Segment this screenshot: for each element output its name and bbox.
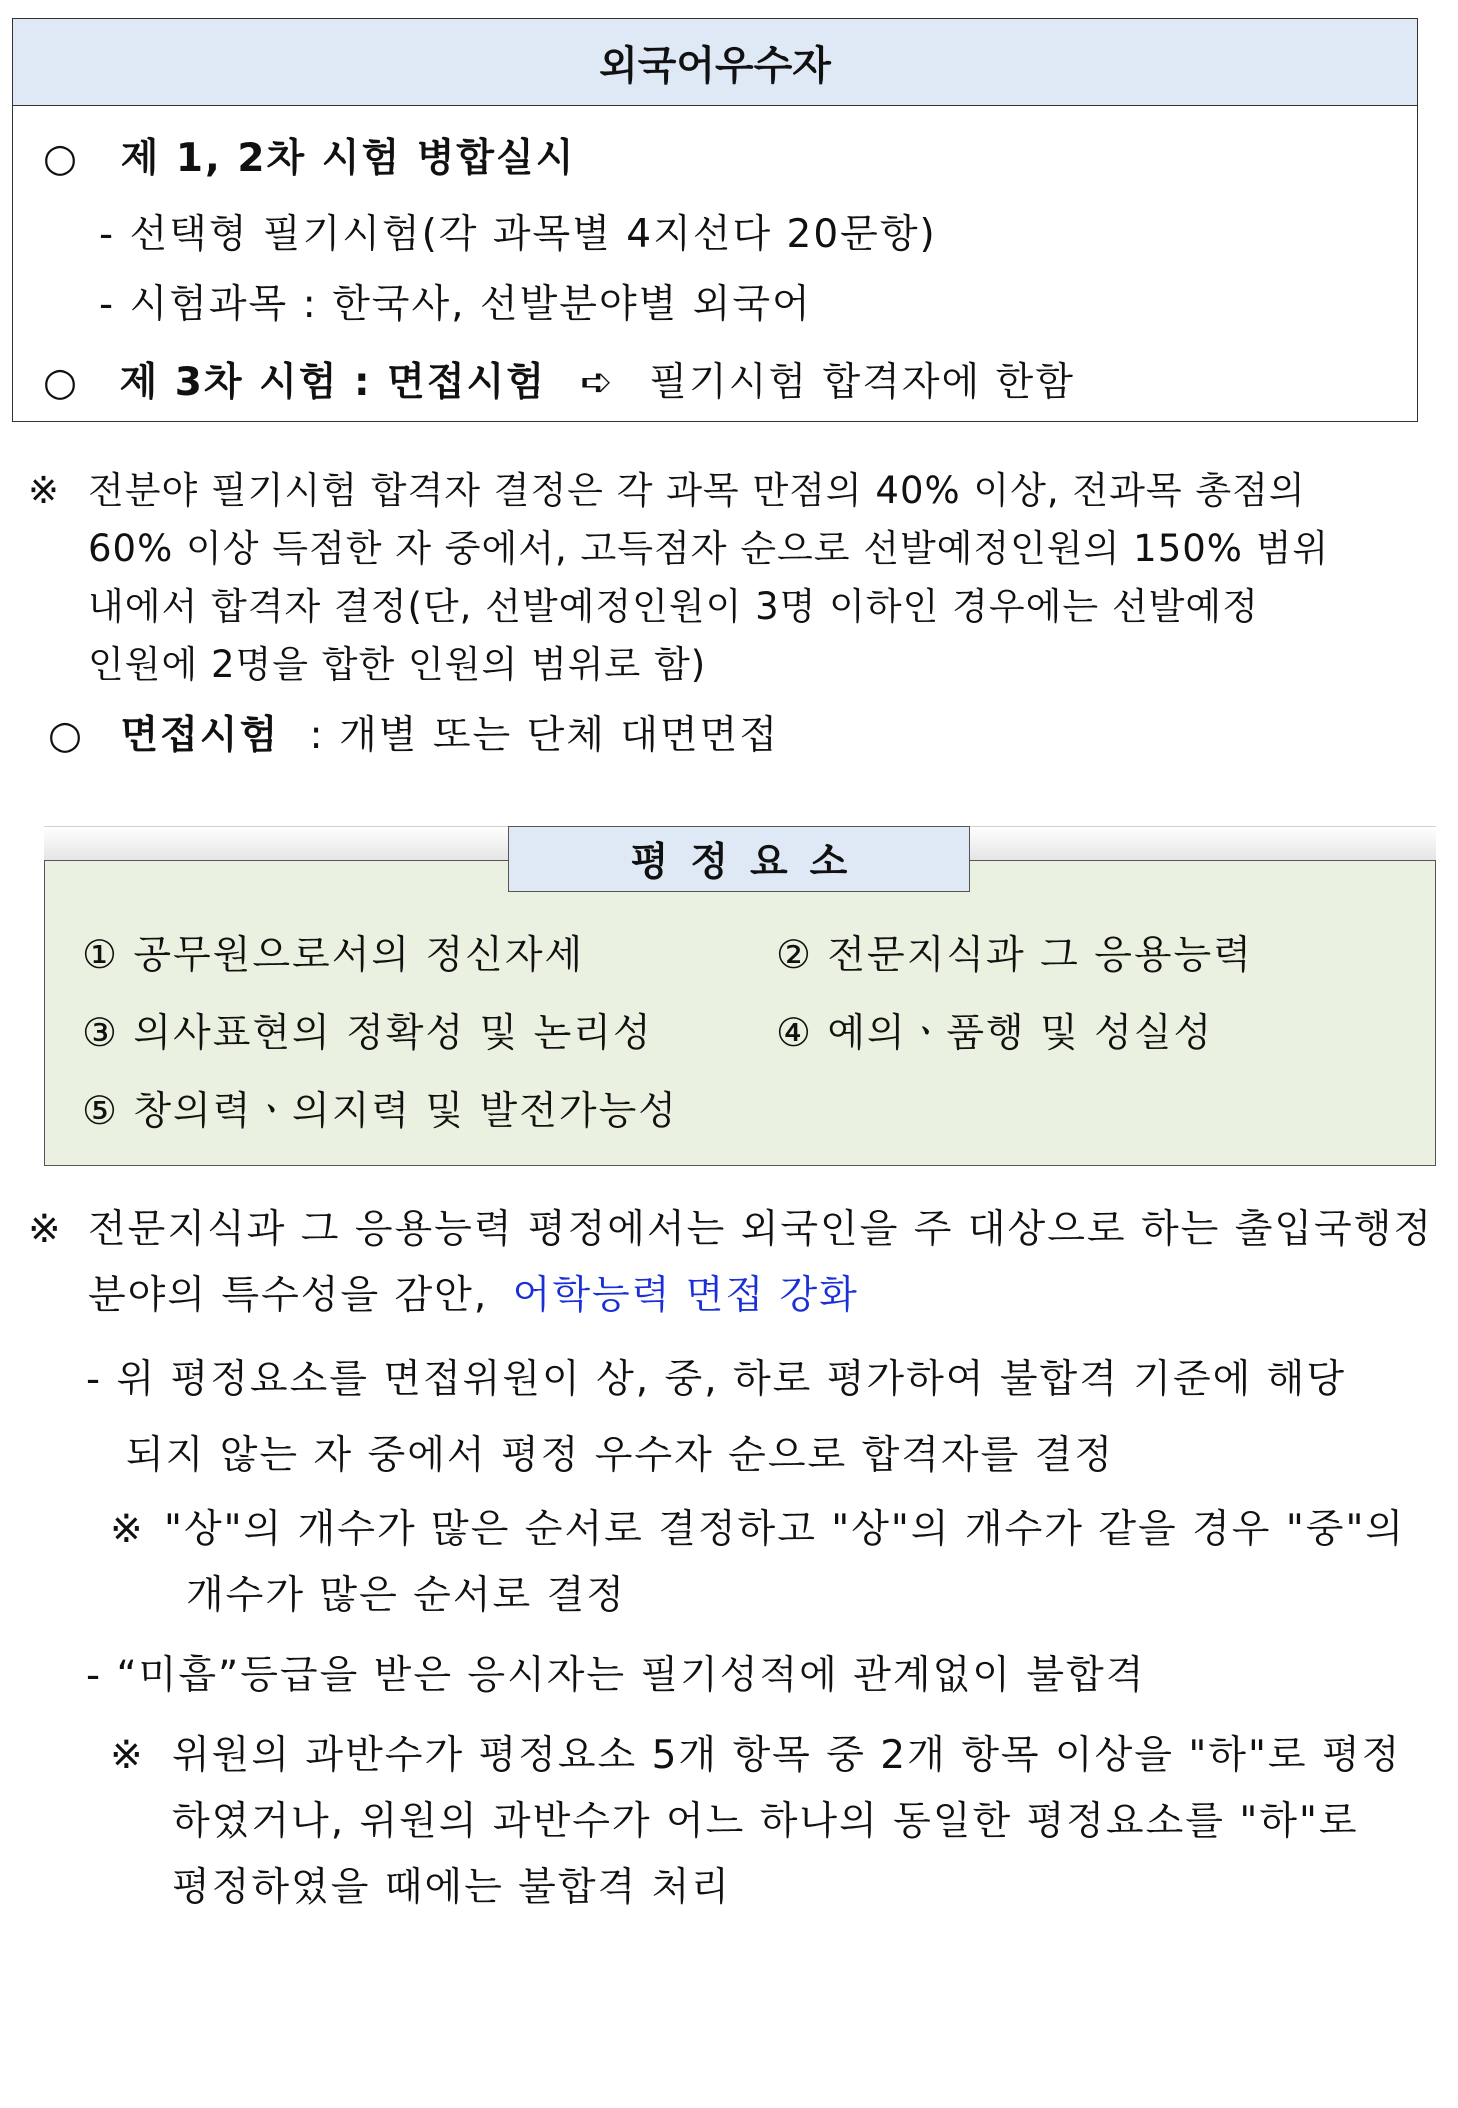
sub-note-2-line2: 하였거나, 위원의 과반수가 어느 하나의 동일한 평정요소를 "하"로 <box>172 1799 1359 1844</box>
note2-line1: 전문지식과 그 응용능력 평정에서는 외국인을 주 대상으로 하는 출입국행정 <box>88 1207 1434 1252</box>
reference-mark-icon: ※ <box>110 1507 145 1552</box>
circle-bullet-icon: ○ <box>48 713 85 758</box>
interview-line <box>48 713 780 758</box>
criteria-item: ⑤ 창의력ㆍ의지력 및 발전가능성 <box>82 1089 678 1134</box>
reference-mark-icon: ※ <box>110 1733 145 1778</box>
item-2 <box>43 360 1075 405</box>
box-title: 외국어우수자 <box>13 19 1417 106</box>
circle-bullet-icon: ○ <box>43 136 80 181</box>
bullet-1-line1: - 위 평정요소를 면접위원이 상, 중, 하로 평가하여 불합격 기준에 해당 <box>86 1357 1347 1402</box>
item-1-text: 제 1, 2차 시험 병합실시 <box>120 136 576 181</box>
bullet-1-line2: 되지 않는 자 중에서 평정 우수자 순으로 합격자를 결정 <box>126 1433 1115 1478</box>
interview-label: 면접시험 <box>120 713 280 758</box>
arrow-icon: ➪ <box>580 360 615 405</box>
reference-mark-icon: ※ <box>28 469 61 512</box>
item-2-bold: 제 3차 시험 : 면접시험 <box>119 360 546 405</box>
note-line: 내에서 합격자 결정(단, 선발예정인원이 3명 이하인 경우에는 선발예정 <box>88 585 1259 628</box>
note2-highlight: 어학능력 면접 강화 <box>512 1273 859 1318</box>
item-1 <box>43 136 576 181</box>
note-line: 인원에 2명을 합한 인원의 범위로 함) <box>88 643 707 686</box>
item-2-rest: 필기시험 합격자에 한함 <box>649 360 1075 405</box>
bullet-2: - “미흡”등급을 받은 응시자는 필기성적에 관계없이 불합격 <box>86 1653 1146 1698</box>
criteria-item: ② 전문지식과 그 응용능력 <box>776 933 1253 978</box>
criteria-item: ③ 의사표현의 정확성 및 논리성 <box>82 1011 653 1056</box>
circle-bullet-icon: ○ <box>43 360 80 405</box>
sub-note-2-line1: 위원의 과반수가 평정요소 5개 항목 중 2개 항목 이상을 "하"로 평정 <box>172 1733 1402 1778</box>
criteria-item: ④ 예의ㆍ품행 및 성실성 <box>776 1011 1214 1056</box>
note-line: 60% 이상 득점한 자 중에서, 고득점자 순으로 선발예정인원의 150% 범위 <box>88 527 1330 570</box>
sub-note-1-line1: "상"의 개수가 많은 순서로 결정하고 "상"의 개수가 같을 경우 "중"의 <box>164 1507 1406 1552</box>
note2-plain: 분야의 특수성을 감안, <box>88 1273 489 1318</box>
exam-summary-box <box>12 18 1418 422</box>
criteria-item: ① 공무원으로서의 정신자세 <box>82 933 585 978</box>
sub-note-2-line3: 평정하였을 때에는 불합격 처리 <box>172 1865 731 1910</box>
sub-item-2: - 시험과목 : 한국사, 선발분야별 외국어 <box>99 282 812 327</box>
criteria-title: 평정요소 <box>508 826 970 892</box>
sub-note-1-line2: 개수가 많은 순서로 결정 <box>186 1573 626 1618</box>
reference-mark-icon: ※ <box>28 1207 63 1252</box>
note2-line2 <box>88 1273 859 1318</box>
sub-item-1: - 선택형 필기시험(각 과목별 4지선다 20문항) <box>99 212 937 257</box>
note-line: 전분야 필기시험 합격자 결정은 각 과목 만점의 40% 이상, 전과목 총점의 <box>88 469 1306 512</box>
interview-desc: : 개별 또는 단체 대면면접 <box>309 713 780 758</box>
written-exam-note <box>88 462 1329 694</box>
